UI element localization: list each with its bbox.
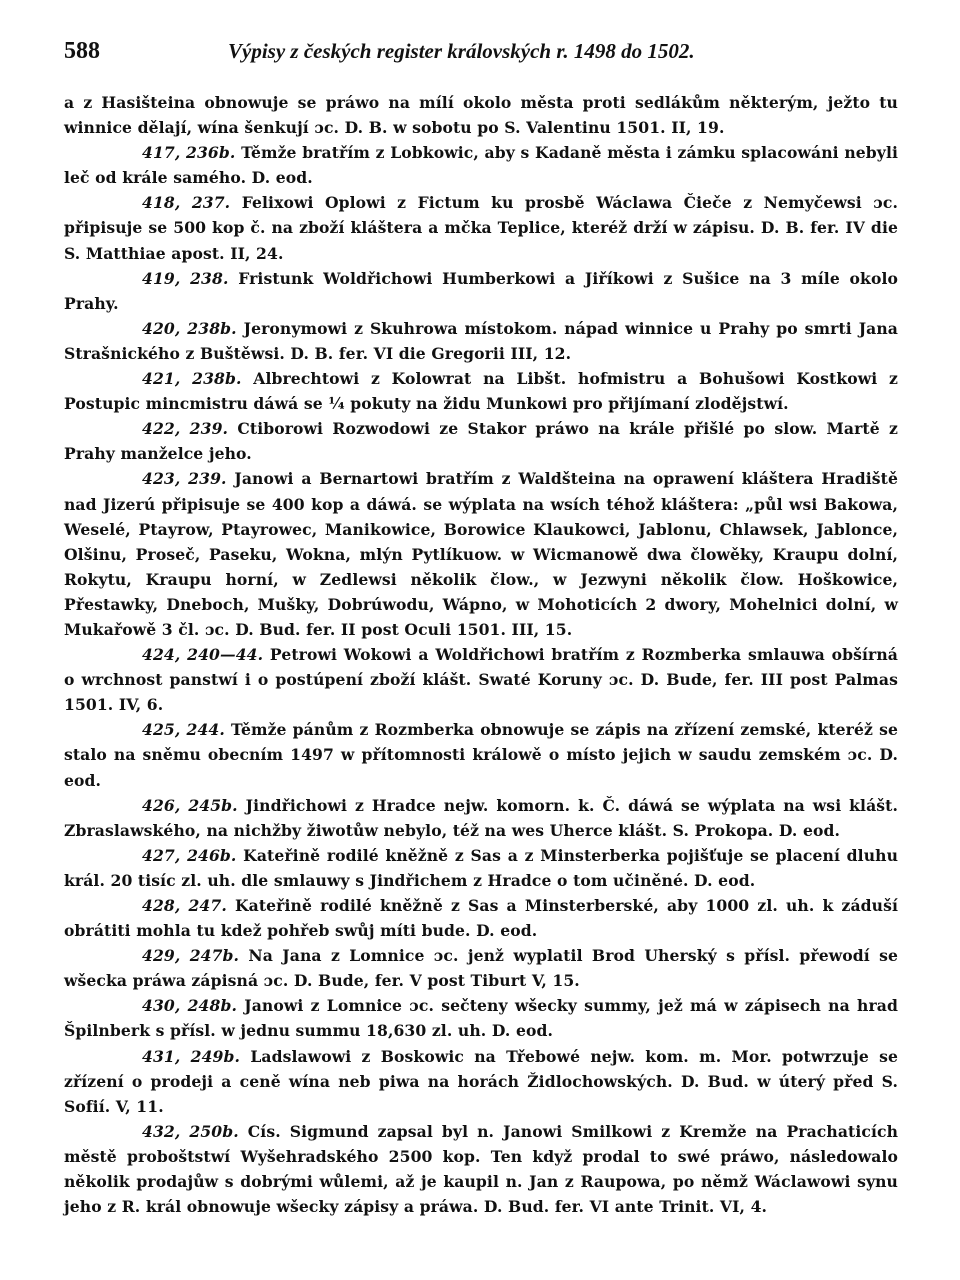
entry-paragraph xyxy=(64,717,898,792)
entry-text: Cís. Sigmund zapsal byl n. Janowi Smilkowi z Kremže na Prachaticích městě proboštstwí Wyšehradského 2500 kop. Ten když prodal to swé práwo, následowalo několik prodajůw s dobrými wůlemi, až je kaupil n. Jan z Raupowa, po němž Wáclawowi synu jeho z R. král obnowuje wšecky zápisy a práwa. D. Bud. fer. VI ante Trinit. VI, 4. xyxy=(64,1121,899,1217)
entry-number: 418, 237. xyxy=(142,193,231,213)
entry-number: 427, 246b. xyxy=(142,845,237,865)
entry-number: 423, 239. xyxy=(142,469,227,489)
entry-number: 417, 236b. xyxy=(142,143,236,163)
entry-text: Těmže bratřím z Lobkowic, aby s Kadaně města i zámku splacowáni nebyli leč od krále samého. D. eod. xyxy=(64,143,898,188)
entry-text: Ladslawowi z Boskowic na Třebowé nejw. kom. m. Mor. potwrzuje se zřízení o prodeji a ceně wína neb piwa na horách Židlochowských. D. Bud. w úterý před S. Sofií. V, 11. xyxy=(64,1046,899,1116)
entry-paragraph xyxy=(64,793,898,843)
entry-text: Kateřině rodilé kněžně z Sas a Minsterberské, aby 1000 zl. uh. k záduší obrátiti mohla tu kdež pohřeb swůj míti bude. D. eod. xyxy=(64,896,898,941)
entry-number: 421, 238b. xyxy=(142,369,242,389)
entry-number: 420, 238b. xyxy=(142,318,237,338)
entry-text: Albrechtowi z Kolowrat na Libšt. hofmistru a Bohušowi Kostkowi z Postupic mincmistru dáwá se ¼ pokuty na židu Munkowi pro přijímaní zlodějstwí. xyxy=(64,369,898,414)
entry-paragraph xyxy=(64,993,898,1043)
entry-text: Ctiborowi Rozwodowi ze Stakor práwo na krále přišlé po slow. Martě z Prahy manželce jeho. xyxy=(64,419,898,464)
page-number: 588 xyxy=(64,38,100,64)
entry-paragraph xyxy=(64,140,898,190)
entry-number: 424, 240—44. xyxy=(142,645,264,665)
entry-paragraph xyxy=(64,266,898,316)
entry-paragraph xyxy=(64,466,898,642)
entry-number: 425, 244. xyxy=(142,720,225,740)
entry-text: Janowi a Bernartowi bratřím z Waldšteina na oprawení kláštera Hradiště nad Jizerú připisuje se 400 kop a dáwá. se wýplata na wsích téhož kláštera: „půl wsi Bakowa, Weselé, Ptayrow, Ptayrowec, Manikowice, Borowice Klaukowci, Jablonu, Chlawsek, Jablonce, Olšinu, Proseč, Paseku, Wokna, mlýn Pytlíkuow. w Wicmanowě dwa člowěky, Kraupu dolní, Rokytu, Kraupu horní, w Zedlewsi několik člow., w Jezwyni několik člow. Hoškowice, Přestawky, Dneboch, Mušky, Dobrúwodu, Wápno, w Mohoticích 2 dwory, Mohelnici dolní, w Mukařowě 3 čl. ɔc. D. Bud. fer. II post Oculi 1501. III, 15. xyxy=(64,469,898,639)
entry-text: Jeronymowi z Skuhrowa místokom. nápad winnice u Prahy po smrti Jana Strašnického z Buštěwsi. D. B. fer. VI die Gregorii III, 12. xyxy=(64,318,899,363)
entry-number: 431, 249b. xyxy=(142,1046,241,1066)
entry-text: Jindřichowi z Hradce nejw. komorn. k. Č. dáwá se wýplata na wsi klášt. Zbraslawského, na nichžby žiwotůw nebylo, též na wes Uherce klášt. S. Prokopa. D. eod. xyxy=(64,795,898,840)
entry-paragraph xyxy=(64,642,898,717)
entry-number: 432, 250b. xyxy=(142,1121,239,1141)
entry-paragraph xyxy=(64,843,898,893)
entry-text: Janowi z Lomnice ɔc. sečteny wšecky summy, jež má w zápisech na hrad Špilnberk s přísl. w jednu summu 18,630 zl. uh. D. eod. xyxy=(64,996,899,1041)
entry-paragraph xyxy=(64,416,898,466)
entry-number: 426, 245b. xyxy=(142,795,238,815)
entry-text: Petrowi Wokowi a Woldřichowi bratřím z Rozmberka smlauwa obšírná o wrchnost panstwí i o postúpení zboží klášt. Swaté Koruny ɔc. D. Bude, fer. III post Palmas 1501. IV, 6. xyxy=(64,645,899,715)
entry-list xyxy=(64,140,898,1219)
entry-number: 422, 239. xyxy=(142,419,229,439)
entry-paragraph xyxy=(64,316,898,366)
entry-paragraph xyxy=(64,366,898,416)
entry-paragraph xyxy=(64,893,898,943)
entry-number: 430, 248b. xyxy=(142,996,237,1016)
page-header xyxy=(64,38,898,72)
entry-text: Těmže pánům z Rozmberka obnowuje se zápis na zřízení zemské, kteréž se stalo na sněmu obecním 1497 w přítomnosti králowě o místo jejich w saudu zemském ɔc. D. eod. xyxy=(64,720,898,790)
entry-number: 428, 247. xyxy=(142,896,227,915)
entry-paragraph xyxy=(64,190,898,265)
entry-paragraph xyxy=(64,943,898,993)
entry-number: 429, 247b. xyxy=(142,946,240,966)
continuation-paragraph: a z Hasišteina obnowuje se práwo na mílí okolo města proti sedlákům některým, ježto tu winnice dělají, wína šenkují ɔc. D. B. w sobotu po S. Valentinu 1501. II, 19. xyxy=(64,93,898,138)
entry-text: Kateřině rodilé kněžně z Sas a z Minsterberka pojišťuje se placení dluhu král. 20 tisíc zl. uh. dle smlauwy s Jindřichem z Hradce o tom učiněné. D. eod. xyxy=(64,845,899,890)
entry-paragraph xyxy=(64,1044,898,1119)
entry-text: Felixowi Oplowi z Fictum ku prosbě Wáclawa Čieče z Nemyčewsi ɔc. připisuje se 500 kop č. na zboží kláštera a mčka Teplice, kteréž drží w zápisu. D. B. fer. IV die S. Matthiae apost. II, 24. xyxy=(64,193,898,263)
entry-text: Fristunk Woldřichowi Humberkowi a Jiříkowi z Sušice na 3 míle okolo Prahy. xyxy=(64,268,898,313)
page-body xyxy=(64,90,898,1219)
running-title: Výpisy z českých register královských r. 1498 do 1502. xyxy=(228,39,695,63)
entry-paragraph xyxy=(64,1119,898,1219)
entry-text: Na Jana z Lomnice ɔc. jenž wyplatil Brod Uherský s přísl. přewodí se wšecka práwa zápisná ɔc. D. Bude, fer. V post Tiburt V, 15. xyxy=(64,946,899,991)
entry-number: 419, 238. xyxy=(142,268,229,288)
